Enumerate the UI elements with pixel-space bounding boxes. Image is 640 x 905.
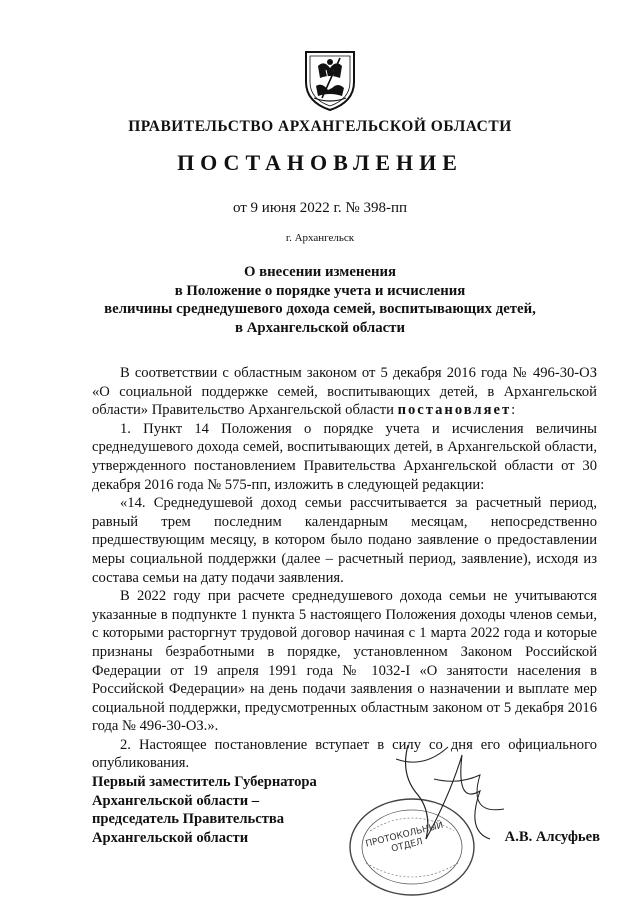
- arkhangelsk-coat-of-arms-icon: [302, 48, 358, 112]
- resolves-verb: постановляет: [397, 402, 512, 419]
- subject-line: в Положение о порядке учета и исчисления: [174, 282, 466, 299]
- position-line: Архангельской области: [92, 829, 249, 846]
- paragraph-item-1: 1. Пункт 14 Положения о порядке учета и исчисления величины среднедушевого дохода семей, воспитывающих детей, в Архангельской области, утвержденного постановлением Правительства Архангельской области от 30 декабря 2016 года № 575-пп, изложить в следующей редакции:: [92, 420, 597, 493]
- subject-line: О внесении изменения: [243, 264, 397, 280]
- signatory-name: А.В. Алсуфьев: [504, 829, 600, 845]
- seal-text: ПРОТОКОЛЬНЫЙ ОТДЕЛ: [364, 820, 445, 855]
- position-line: Первый заместитель Губернатора: [92, 774, 317, 790]
- document-city: г. Архангельск: [285, 232, 355, 244]
- paragraph-item-2: 2. Настоящее постановление вступает в силу со дня его официального опубликования.: [92, 736, 597, 772]
- position-line: председатель Правительства: [92, 811, 285, 828]
- handwritten-signature-icon: [396, 745, 504, 839]
- paragraph-preamble: [92, 364, 597, 420]
- official-seal-icon: [330, 735, 520, 900]
- document-body: [92, 364, 597, 773]
- subject-line: в Архангельской области: [235, 319, 405, 336]
- document-type: ПОСТАНОВЛЕНИЕ: [177, 150, 463, 175]
- subject-line: величины среднедушевого дохода семей, воспитывающих детей,: [104, 301, 536, 317]
- signatory-position: [92, 773, 352, 847]
- document-subject: [90, 263, 550, 337]
- position-line: Архангельской области –: [92, 792, 260, 809]
- preamble-text: В соответствии с областным законом от 5 декабря 2016 года № 496-30-ОЗ «О социальной поддержке семей, воспитывающих детей, в Архангельской области» Правительство Архангельской области: [92, 365, 597, 419]
- document-date-number: от 9 июня 2022 г. № 398-пп: [232, 200, 408, 216]
- paragraph-quoted-14: «14. Среднедушевой доход семьи рассчитывается за расчетный период, равный трем последним календарным месяцам, непосредственно предшествующим месяцу, в котором было подано заявление о предоставлении меры социальной поддержки (далее – расчетный период, заявление), исходя из состава семьи на дату подачи заявления.: [92, 495, 597, 586]
- paragraph-2022-rule: В 2022 году при расчете среднедушевого дохода семьи не учитываются указанные в подпункте 1 пункта 5 настоящего Положения доходы членов семьи, с которыми расторгнут трудовой договор начиная с 1 марта 2022 года и которые признаны безработными в порядке, установленном Законом Российской Федерации от 19 апреля 1991 года № 1032-I «О занятости населения в Российской Федерации» на день подачи заявления о назначении и выплате мер социальной поддержки, предусмотренных областным законом от 5 декабря 2016 года № 496-30-ОЗ.».: [92, 588, 597, 735]
- government-name: ПРАВИТЕЛЬСТВО АРХАНГЕЛЬСКОЙ ОБЛАСТИ: [128, 118, 512, 135]
- preamble-end: :: [511, 402, 516, 419]
